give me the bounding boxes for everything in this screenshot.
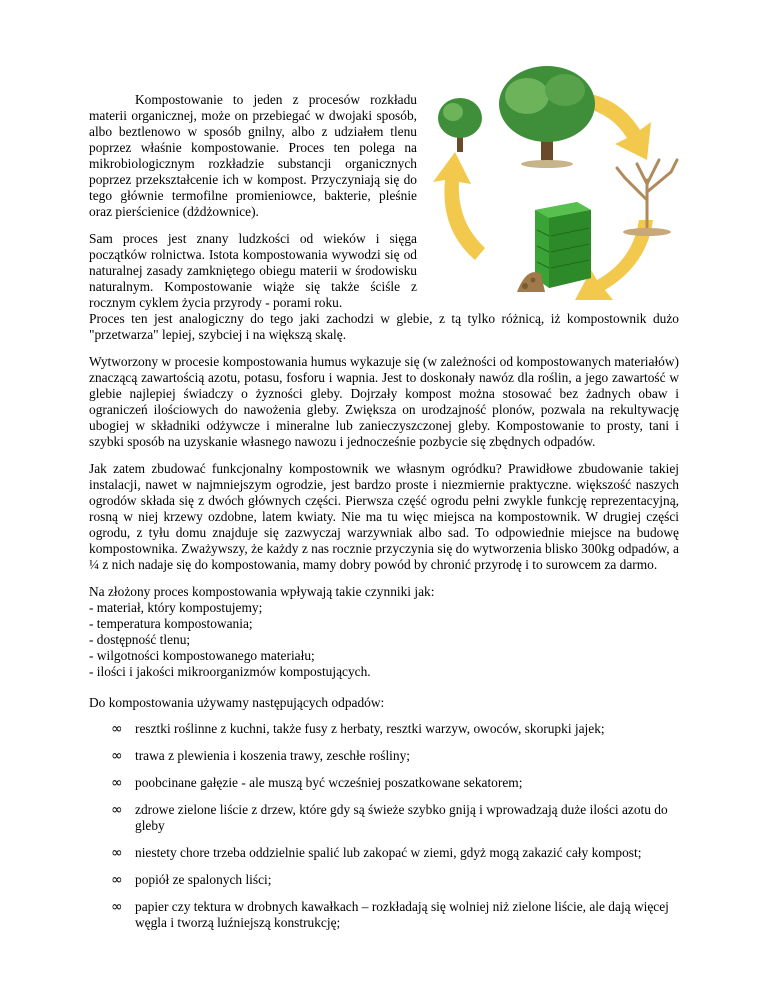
waste-list-item: ∞ popiół ze spalonych liści; xyxy=(111,872,272,888)
waste-list-item: ∞ zdrowe zielone liście z drzew, które gdy są świeże szybko gniją i wprowadzają duże ilości azotu do gleby xyxy=(111,802,668,833)
factor-item: - ilości i jakości mikroorganizmów kompostujących. xyxy=(89,664,371,679)
waste-list xyxy=(89,721,679,931)
build-paragraph: Jak zatem zbudować funkcjonalny kompostownik we własnym ogródku? Prawidłowe zbudowanie takiej instalacji, nawet w najmniejszym ogrodzie, jest bardzo proste i niezmiernie praktyczne. większość naszych ogrodów składa się z dwóch głównych części. Pierwsza część ogrodu pełni zwykle funkcję reprezentacyjną, rosną w niej krzewy ozdobne, latem kwiaty. Nie ma tu więc miejsca na kompostownik. W drugiej części ogrodu, z tyłu domu znajduje się zazwyczaj warzywniak albo sad. To odpowiednie miejsce na budowę kompostownika. Zważywszy, że każdy z nas rocznie przyczynia się do wytworzenia blisko 300kg odpadów, a ¼ z nich nadaje się do kompostowania, mamy dobry powód by chronić przyrodę i to surowcem za darmo. xyxy=(89,461,679,572)
waste-list-item: ∞ trawa z plewienia i koszenia trawy, zeschłe rośliny; xyxy=(111,748,411,764)
infinity-bullet-icon: ∞ xyxy=(111,775,123,791)
small-tree-icon xyxy=(438,98,482,152)
arrow-left-icon xyxy=(433,152,485,260)
infinity-bullet-icon: ∞ xyxy=(111,845,123,861)
waste-list-item: ∞ papier czy tektura w drobnych kawałkach – rozkładają się wolniej niż zielone liście, ale dają więcej węgla i tworzą luźniejszą konstrukcję; xyxy=(111,899,669,930)
intro-paragraph-2-narrow: Sam proces jest znany ludzkości od wieków i sięga początków rolnictwa. Istota kompostowania wywodzi się od naturalnej zasady zamkniętego obiegu materii w środowisku naturalnym. Kompostowanie wiąże się także ściśle z rocznym cyklem życia przyrody - porami roku. xyxy=(89,231,417,310)
infinity-bullet-icon: ∞ xyxy=(111,899,123,915)
factor-item: - wilgotności kompostowanego materiału; xyxy=(89,648,315,663)
waste-list-item: ∞ poobcinane gałęzie - ale muszą być wcześniej poszatkowane sekatorem; xyxy=(111,775,523,791)
infinity-bullet-icon: ∞ xyxy=(111,721,123,737)
factors-section xyxy=(89,584,679,680)
compost-cycle-illustration xyxy=(415,60,685,320)
humus-paragraph: Wytworzony w procesie kompostowania humus wykazuje się (w zależności od kompostowanych materiałów) znaczącą zawartością azotu, potasu, fosforu i wapnia. Jest to doskonały nawóz dla roślin, a jego zawartość w glebie najlepiej świadczy o żyzności gleby. Dojrzały kompost można stosować bez żadnych obaw i ograniczeń ilościowych do nawożenia gleby. Zwiększa on urodzajność plonów, pozwala na rekultywację ubogiej w składniki odżywcze i mineralne lub zanieczyszczonej gleby. Kompostowanie to prosty, tani i szybki sposób na uzyskanie własnego nawozu i jednocześnie pozbycie się zbędnych odpadów. xyxy=(89,354,679,449)
infinity-bullet-icon: ∞ xyxy=(111,748,123,764)
intro-paragraph-1: Kompostowanie to jeden z procesów rozkładu materii organicznej, może on przebiegać w dwojaki sposób, albo beztlenowo w sposób gnilny, albo z udziałem tlenu poprzez właśnie kompostowanie. Proces ten polega na mikrobiologicznym rozkładzie substancji organicznych poprzez przekształcenie ich w kompost. Przyczyniają się do tego głównie termofilne promieniowce, bakterie, pleśnie oraz pierścienice (dżdżownice). xyxy=(89,92,417,219)
green-tree-icon xyxy=(499,66,595,168)
infinity-bullet-icon: ∞ xyxy=(111,802,123,818)
bare-tree-icon xyxy=(617,160,677,236)
intro-paragraph-2-wide: Proces ten jest analogiczny do tego jaki zachodzi w glebie, z tą tylko różnicą, iż kompostownik dużo "przetwarza" lepiej, szybciej i na większą skalę. xyxy=(89,311,679,342)
factor-item: - materiał, który kompostujemy; xyxy=(89,600,263,615)
factor-item: - temperatura kompostowania; xyxy=(89,616,253,631)
factor-item: - dostępność tlenu; xyxy=(89,632,191,647)
factors-heading: Na złożony proces kompostowania wpływają takie czynniki jak: xyxy=(89,584,435,599)
compost-bin-icon xyxy=(517,202,591,292)
waste-heading: Do kompostowania używamy następujących odpadów: xyxy=(89,695,385,710)
waste-list-item: ∞ resztki roślinne z kuchni, także fusy z herbaty, resztki warzyw, owoców, skorupki jajek; xyxy=(111,721,605,737)
waste-list-item: ∞ niestety chore trzeba oddzielnie spalić lub zakopać w ziemi, gdyż mogą zakazić cały kompost; xyxy=(111,845,642,861)
infinity-bullet-icon: ∞ xyxy=(111,872,123,888)
